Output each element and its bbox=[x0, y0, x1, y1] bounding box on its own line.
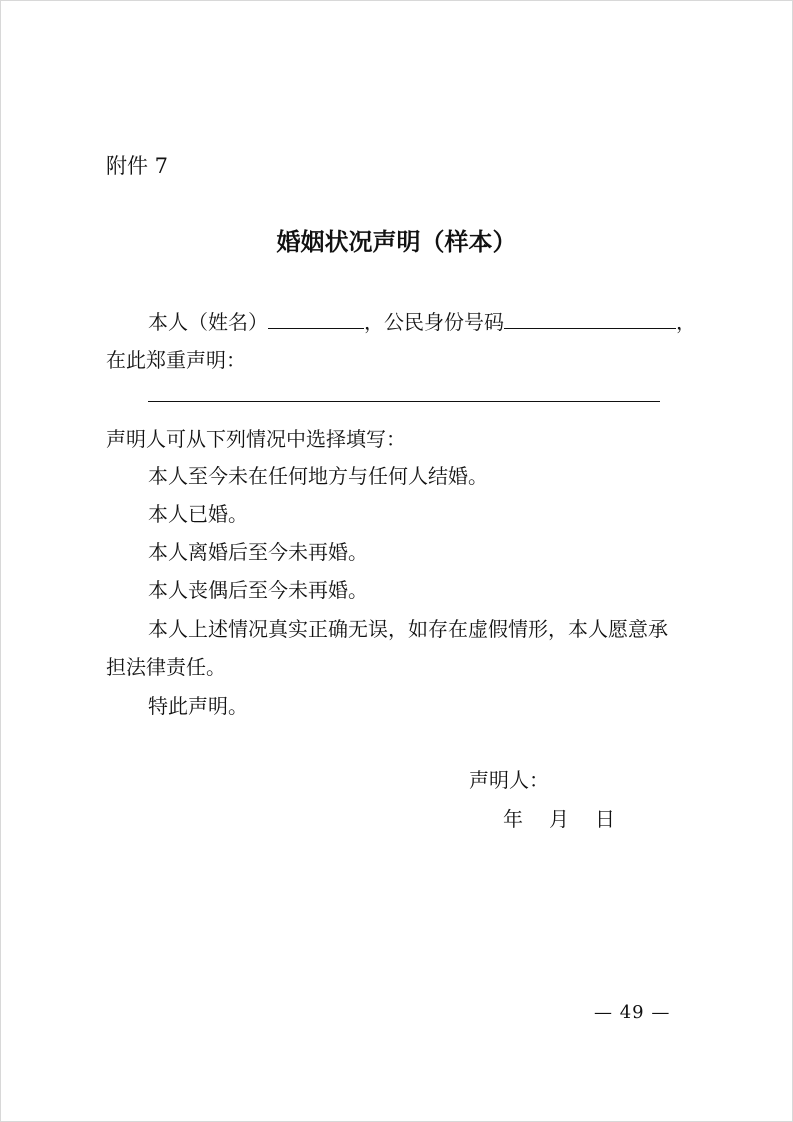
intro-line-2: 在此郑重声明： bbox=[106, 348, 246, 372]
month-label: 月 bbox=[549, 807, 569, 831]
day-label: 日 bbox=[595, 807, 615, 831]
signer-label: 声明人： bbox=[469, 768, 549, 792]
commitment-line-2: 担法律责任。 bbox=[106, 655, 226, 679]
option-item: 本人离婚后至今未再婚。 bbox=[148, 540, 368, 564]
page-number: — 49 — bbox=[594, 1002, 671, 1023]
option-item: 本人至今未在任何地方与任何人结婚。 bbox=[148, 464, 488, 488]
intro-prefix: 本人（姓名） bbox=[148, 310, 268, 334]
intro-line bbox=[148, 306, 696, 335]
attachment-label: 附件 7 bbox=[106, 154, 169, 178]
name-blank[interactable] bbox=[268, 310, 364, 329]
closing-text: 特此声明。 bbox=[148, 694, 248, 718]
id-number-blank[interactable] bbox=[504, 310, 676, 329]
commitment-line-1: 本人上述情况真实正确无误，如存在虚假情形，本人愿意承 bbox=[148, 617, 668, 641]
option-item: 本人丧偶后至今未再婚。 bbox=[148, 578, 368, 602]
intro-mid: ，公民身份号码 bbox=[364, 310, 504, 334]
date-line bbox=[503, 803, 641, 832]
declaration-blank-line[interactable] bbox=[148, 401, 660, 402]
document-title: 婚姻状况声明（样本） bbox=[276, 227, 517, 256]
year-label: 年 bbox=[503, 807, 523, 831]
intro-suffix: ， bbox=[676, 310, 696, 334]
options-intro: 声明人可从下列情况中选择填写： bbox=[106, 427, 406, 451]
option-item: 本人已婚。 bbox=[148, 502, 248, 526]
